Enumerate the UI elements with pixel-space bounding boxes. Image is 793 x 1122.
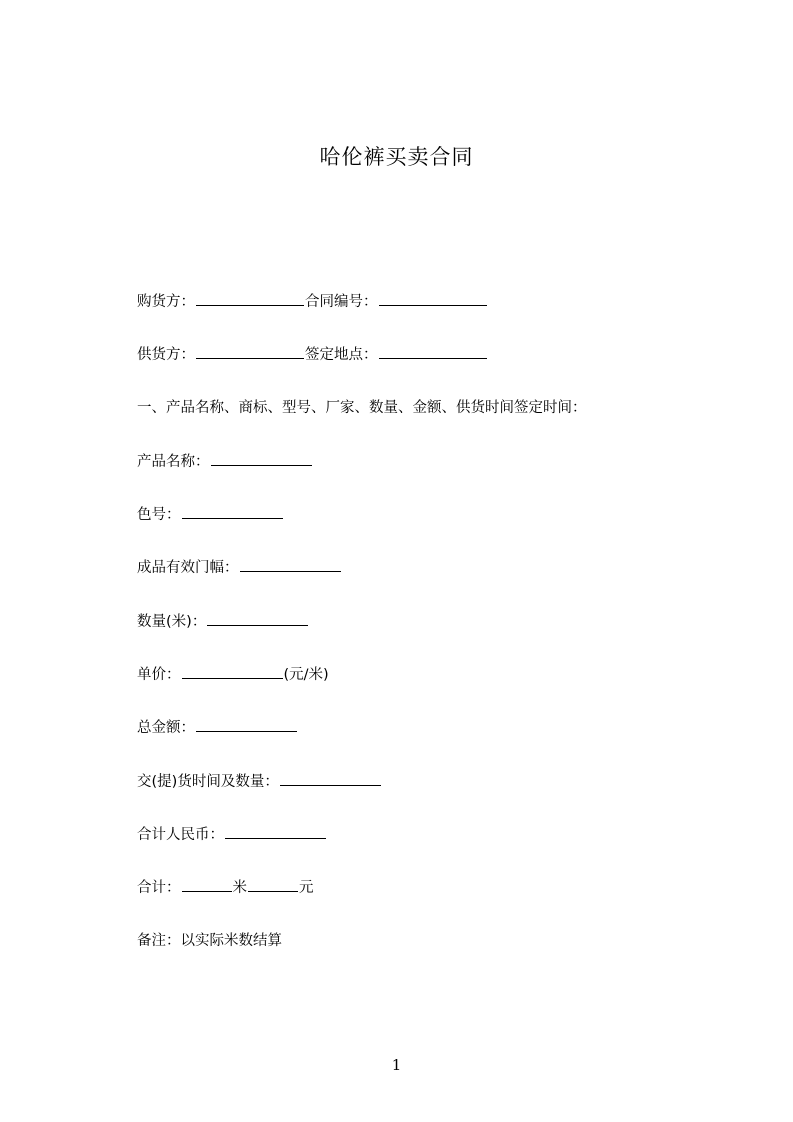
total-amount-blank[interactable] (196, 717, 297, 732)
total-unit-yuan: 元 (299, 880, 314, 896)
delivery-line (137, 771, 382, 792)
color-no-blank[interactable] (182, 504, 283, 519)
product-name-line (137, 451, 313, 472)
quantity-line (137, 611, 309, 632)
delivery-label: 交(提)货时间及数量： (137, 774, 279, 790)
unit-price-blank[interactable] (182, 664, 283, 679)
total-meter-blank[interactable] (182, 877, 232, 892)
buyer-label: 购货方： (137, 294, 195, 310)
total-label: 合计： (137, 880, 181, 896)
width-blank[interactable] (240, 557, 341, 572)
seller-label: 供货方： (137, 347, 195, 363)
unit-price-unit: (元/米) (283, 667, 329, 683)
page-number: 1 (391, 1056, 402, 1074)
remark-line: 备注：以实际米数结算 (137, 933, 282, 949)
contract-no-blank[interactable] (379, 291, 487, 306)
product-name-label: 产品名称： (137, 454, 210, 470)
sign-place-blank[interactable] (379, 344, 487, 359)
total-line (137, 877, 314, 898)
total-yuan-blank[interactable] (248, 877, 298, 892)
rmb-total-label: 合计人民币： (137, 827, 224, 843)
seller-blank[interactable] (196, 344, 304, 359)
quantity-blank[interactable] (207, 611, 308, 626)
width-label: 成品有效门幅： (137, 560, 239, 576)
color-no-label: 色号： (137, 507, 181, 523)
page-title: 哈伦裤买卖合同 (319, 145, 474, 169)
delivery-blank[interactable] (280, 771, 381, 786)
unit-price-line (137, 664, 329, 685)
product-name-blank[interactable] (211, 451, 312, 466)
color-no-line (137, 504, 284, 525)
width-line (137, 557, 342, 578)
total-amount-line (137, 717, 298, 738)
contract-no-label: 合同编号： (305, 294, 378, 310)
buyer-line (137, 291, 488, 312)
total-unit-meter: 米 (232, 880, 247, 896)
sign-place-label: 签定地点： (305, 347, 378, 363)
rmb-total-blank[interactable] (225, 824, 326, 839)
unit-price-label: 单价： (137, 667, 181, 683)
rmb-total-line (137, 824, 327, 845)
buyer-blank[interactable] (196, 291, 304, 306)
section1-heading: 一、产品名称、商标、型号、厂家、数量、金额、供货时间签定时间： (137, 400, 587, 416)
seller-line (137, 344, 488, 365)
quantity-label: 数量(米)： (137, 614, 207, 630)
total-amount-label: 总金额： (137, 720, 195, 736)
